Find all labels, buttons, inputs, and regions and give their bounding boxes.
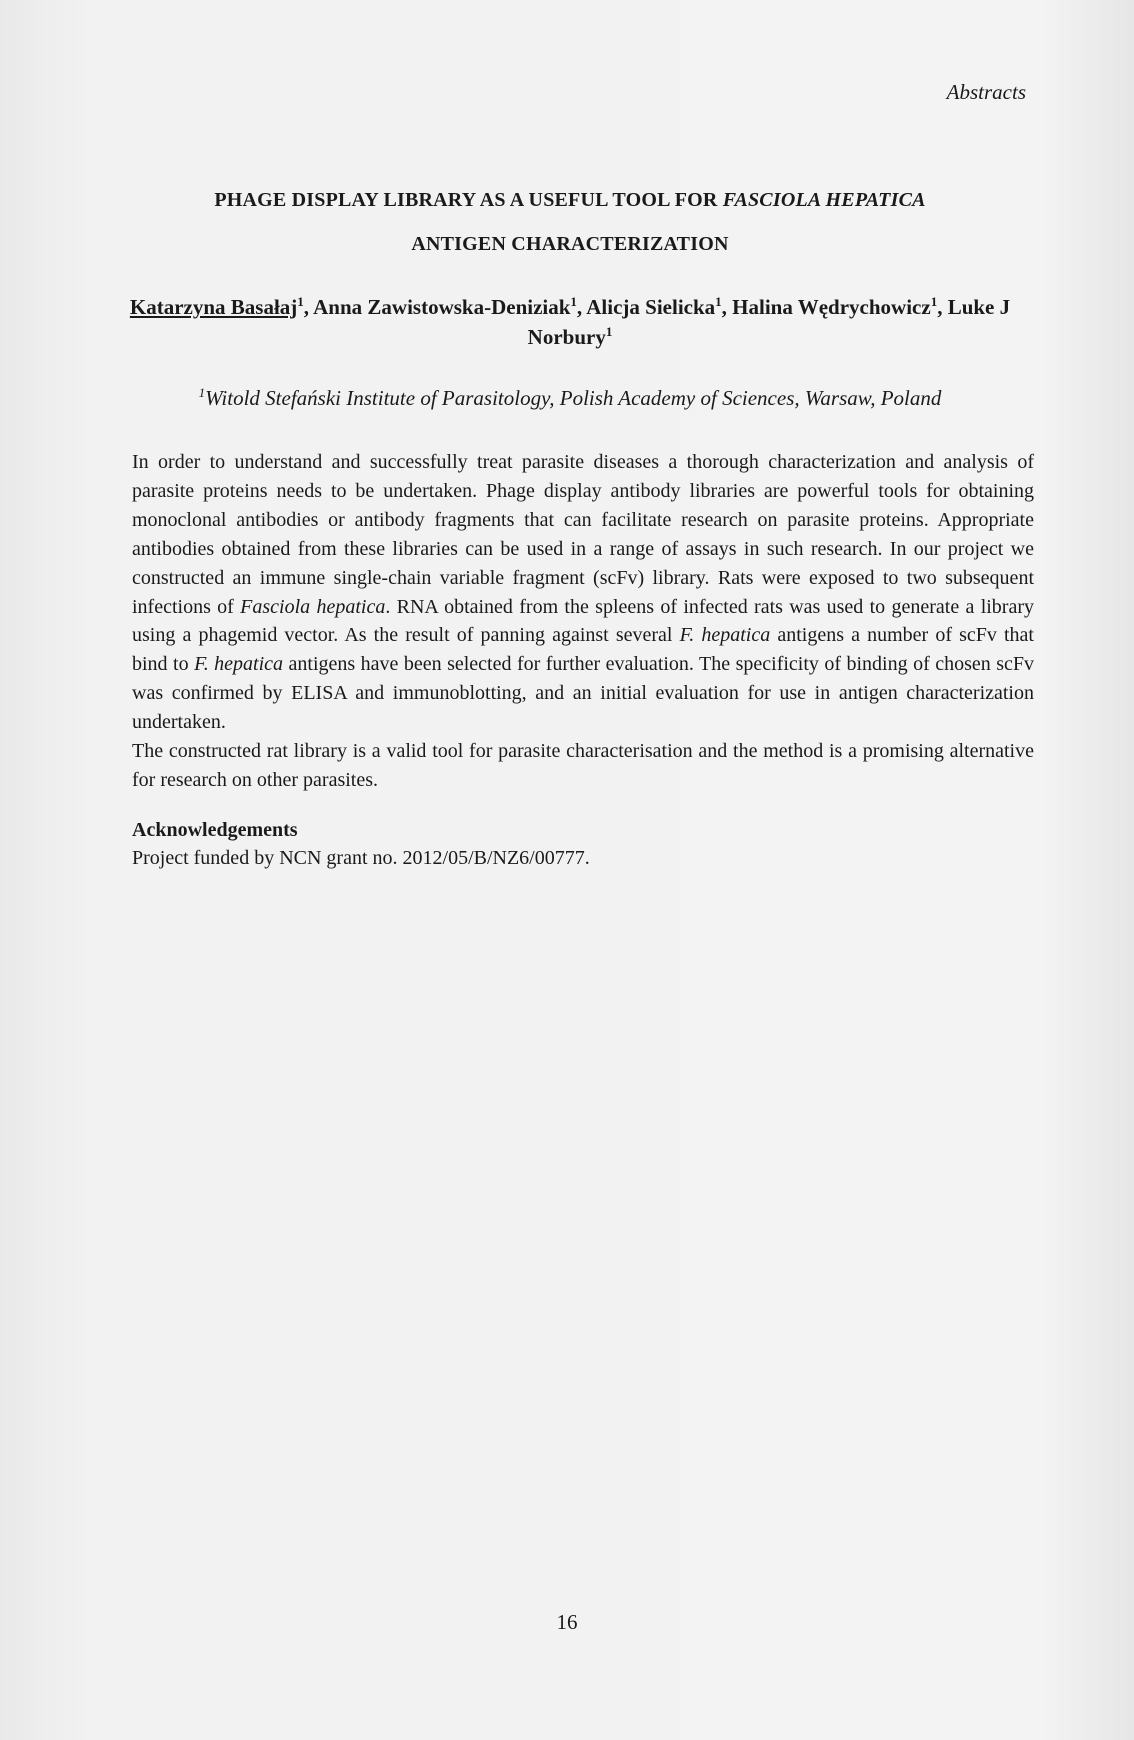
abstract-text: antigens have been selected for further evaluation. The specificity of binding of chosen scFv was confirmed by ELISA and immunoblotting, and an initial evaluation for use in antigen characterization undertaken.	[132, 653, 1034, 734]
acknowledgements-text: Project funded by NCN grant no. 2012/05/B/NZ6/00777.	[132, 847, 590, 869]
title-species: FASCIOLA HEPATICA	[722, 189, 926, 211]
author-separator: ,	[937, 295, 948, 319]
abstract-paragraph	[132, 448, 1034, 737]
author-name: Anna Zawistowska-Deniziak	[313, 295, 571, 319]
affiliation-text: Witold Stefański Institute of Parasitology, Polish Academy of Sciences, Warsaw, Poland	[205, 386, 942, 410]
author-separator: ,	[576, 295, 587, 319]
author-affiliation-mark: 1	[297, 294, 304, 309]
author-separator: ,	[721, 295, 733, 319]
abstract-text: . RNA obtained from the spleens of infected rats was used to generate a library using a phagemid vector. As the result of panning against several	[132, 595, 1035, 647]
species-name: F. hepatica	[679, 624, 771, 647]
author-name: Luke J Norbury	[527, 295, 1011, 349]
acknowledgements-section	[132, 816, 1034, 872]
title-line-1	[100, 178, 1040, 222]
acknowledgements-heading: Acknowledgements	[132, 819, 298, 841]
running-head: Abstracts	[946, 80, 1026, 104]
abstract-text: In order to understand and successfully treat parasite diseases a thorough characterization and analysis of parasite proteins needs to be undertaken. Phage display antibody libraries are powerful tools for obtaining monoclonal antibodies or antibody fragments that can facilitate research on parasite proteins. Appropriate antibodies obtained from these libraries can be used in a range of assays in such research. In our project we constructed an immune single-chain variable fragment (scFv) library. Rats were exposed to two subsequent infections of	[132, 451, 1034, 618]
author-affiliation-mark: 1	[605, 324, 613, 339]
author-name: Halina Wędrychowicz	[732, 295, 931, 319]
abstract-paragraph: The constructed rat library is a valid tool for parasite characterisation and the method is a promising alternative for research on other parasites.	[132, 740, 1034, 791]
author-name: Alicja Sielicka	[586, 295, 716, 319]
affiliation	[100, 384, 1040, 412]
title-prefix: PHAGE DISPLAY LIBRARY AS A USEFUL TOOL FOR	[214, 189, 723, 211]
author-affiliation-mark: 1	[570, 294, 577, 309]
abstract-body	[132, 448, 1034, 795]
abstract-text: antigens a number of scFv that bind to	[132, 624, 1034, 676]
author-separator: ,	[303, 295, 314, 319]
species-name: F. hepatica	[194, 653, 284, 676]
article-title	[100, 178, 1040, 266]
author-list	[100, 292, 1040, 352]
affiliation-mark: 1	[198, 385, 206, 400]
author-name: Katarzyna Basałaj	[129, 295, 298, 319]
author-affiliation-mark: 1	[715, 294, 722, 309]
title-line-2: ANTIGEN CHARACTERIZATION	[411, 233, 729, 255]
species-name: Fasciola hepatica	[240, 595, 386, 618]
author-affiliation-mark: 1	[930, 294, 938, 309]
page-number: 16	[556, 1610, 578, 1634]
